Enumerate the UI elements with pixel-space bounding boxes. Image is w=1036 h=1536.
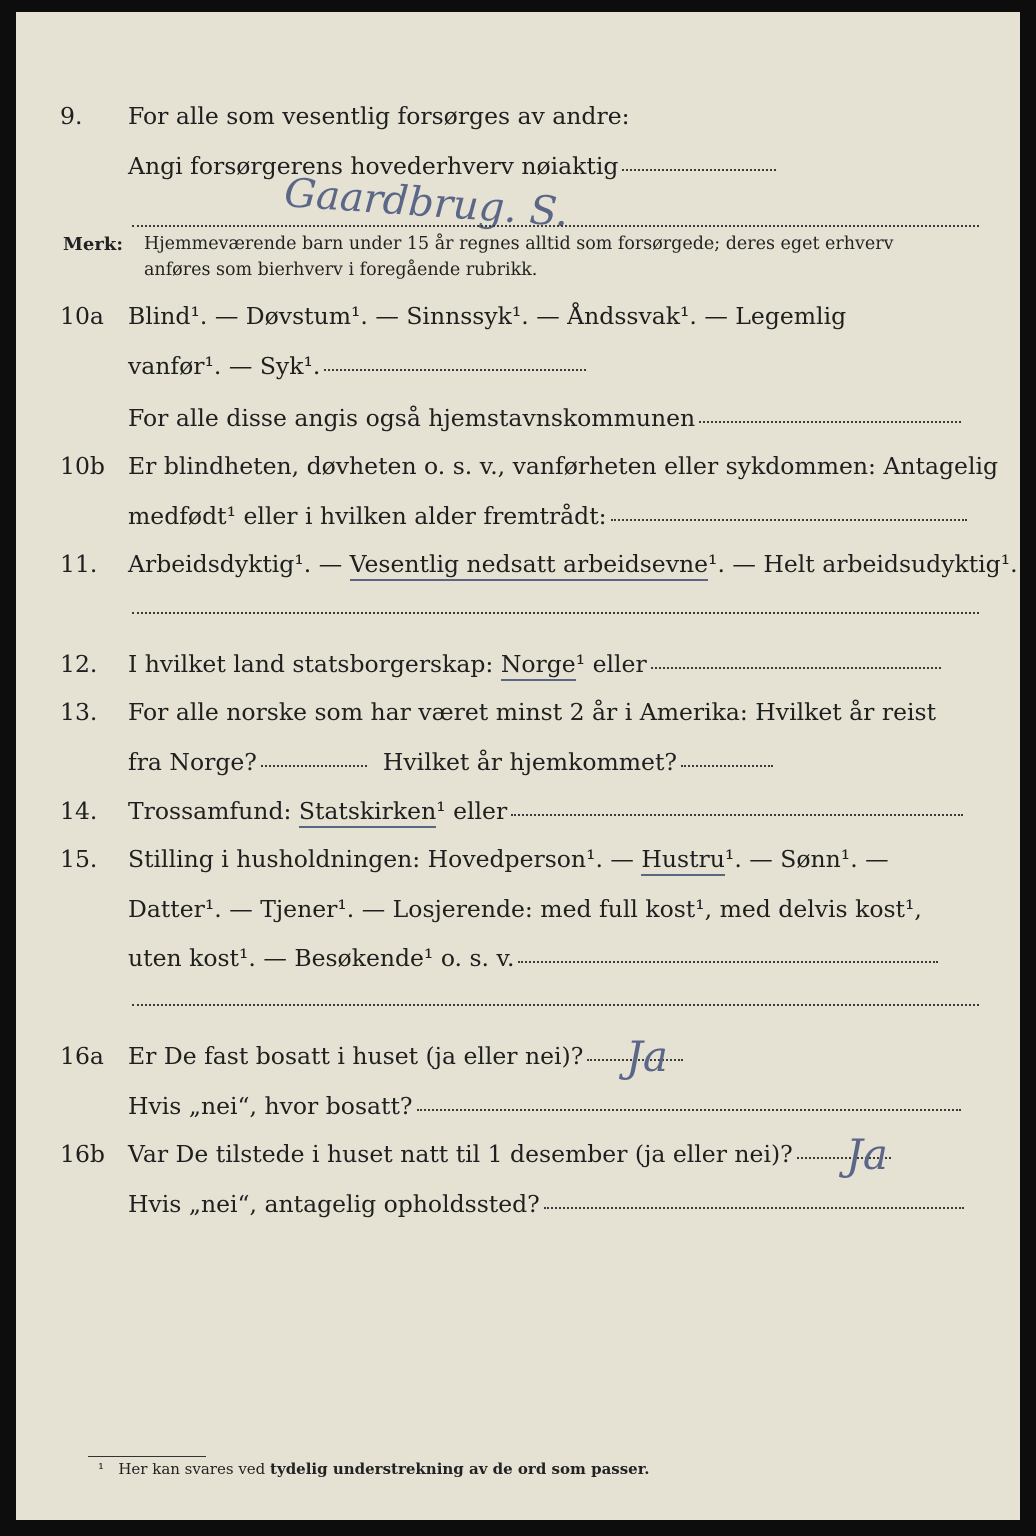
answer-line[interactable] [699, 421, 961, 423]
question-text: ¹ eller [436, 797, 508, 825]
question-number: 12. [60, 650, 98, 678]
question-text: For alle norske som har været minst 2 år i Amerika: Hvilket år reist [128, 698, 937, 726]
note-line-1 [144, 234, 894, 260]
question-text: fra Norge? [128, 748, 257, 776]
question-text: ¹ eller [575, 650, 647, 678]
handwritten-answer-q16a: Ja [626, 1032, 668, 1081]
question-text: medfødt¹ eller i hvilken alder fremtrådt: [128, 502, 607, 530]
question-10a-line-1 [16, 302, 1020, 342]
question-13-line-1 [16, 698, 1020, 738]
underlined-option: Statskirken [299, 797, 436, 828]
question-number: 11. [60, 550, 98, 578]
question-number: 9. [60, 102, 83, 130]
answer-line[interactable] [511, 814, 963, 816]
answer-line[interactable] [651, 667, 941, 669]
answer-line[interactable] [261, 765, 367, 767]
question-text: Hvis „nei“, antagelig opholdssted? [128, 1190, 540, 1218]
question-16a-line-2 [16, 1092, 1020, 1132]
question-number: 15. [60, 845, 98, 873]
footnote-bold-text: tydelig understrekning av de ord som passer. [270, 1460, 650, 1478]
handwritten-answer-q16b: Ja [846, 1130, 888, 1179]
question-number: 16b [60, 1140, 105, 1168]
answer-line[interactable] [544, 1207, 964, 1209]
note-line-2 [144, 260, 537, 286]
footnote-text: Her kan svares ved [118, 1460, 271, 1478]
note-label: Merk: [63, 234, 123, 255]
question-text: I hvilket land statsborgerskap: [128, 650, 501, 678]
question-text: Er blindheten, døvheten o. s. v., vanførheten eller sykdommen: Antagelig [128, 452, 999, 480]
question-10b-line-1 [16, 452, 1020, 492]
footnote-mark: ¹ [98, 1460, 105, 1478]
answer-line[interactable] [611, 519, 967, 521]
census-form-page [16, 12, 1020, 1520]
answer-line[interactable] [518, 961, 938, 963]
answer-line[interactable] [132, 612, 979, 614]
answer-line[interactable] [417, 1109, 961, 1111]
question-text: Angi forsørgerens hovederhverv nøiaktig [128, 152, 619, 180]
question-text: Hvilket år hjemkommet? [382, 748, 678, 776]
question-text: Var De tilstede i huset natt til 1 desember (ja eller nei)? [128, 1140, 793, 1168]
answer-line[interactable] [324, 369, 586, 371]
answer-line[interactable] [132, 225, 979, 227]
footnote-rule [88, 1456, 206, 1457]
answer-line[interactable] [681, 765, 773, 767]
question-number: 13. [60, 698, 98, 726]
question-13-line-2 [16, 748, 1020, 788]
question-text: For alle som vesentlig forsørges av andre: [128, 102, 630, 130]
question-number: 10a [60, 302, 104, 330]
question-text: Er De fast bosatt i huset (ja eller nei)? [128, 1042, 584, 1070]
footnote [98, 1460, 649, 1478]
question-number: 16a [60, 1042, 104, 1070]
question-text: vanfør¹. — Syk¹. [128, 352, 321, 380]
answer-line[interactable] [622, 169, 776, 171]
question-14 [16, 797, 1020, 837]
question-15-line-1 [16, 845, 1020, 885]
handwritten-answer-q9: Gaardbrug. S. [282, 170, 570, 236]
question-11 [16, 550, 1020, 590]
underlined-option: Vesentlig nedsatt arbeidsevne [350, 550, 708, 581]
question-10b-line-2 [16, 502, 1020, 542]
question-15-line-2 [16, 895, 1020, 935]
note-text: anføres som bierhverv i foregående rubrikk. [144, 260, 538, 280]
question-number: 14. [60, 797, 98, 825]
question-16b-line-2 [16, 1190, 1020, 1230]
option-text: ¹. — Helt arbeidsudyktig¹. [708, 550, 1018, 578]
underlined-option: Norge [501, 650, 576, 681]
underlined-option: Hustru [641, 845, 725, 876]
option-text: Arbeidsdyktig¹. — [128, 550, 350, 578]
option-text: Datter¹. — Tjener¹. — Losjerende: med full kost¹, med delvis kost¹, [128, 895, 922, 923]
question-text: For alle disse angis også hjemstavnskommunen [128, 404, 696, 432]
option-text: ¹. — Sønn¹. — [724, 845, 889, 873]
option-text: uten kost¹. — Besøkende¹ o. s. v. [128, 944, 515, 972]
answer-line[interactable] [132, 1004, 979, 1006]
question-16a-line-1 [16, 1042, 1020, 1082]
question-text: Blind¹. — Døvstum¹. — Sinnssyk¹. — Åndssvak¹. — Legemlig [128, 302, 847, 330]
question-9-line-1 [16, 102, 1020, 142]
question-10a-line-3 [16, 404, 1020, 444]
question-12 [16, 650, 1020, 690]
question-number: 10b [60, 452, 105, 480]
question-10a-line-2 [16, 352, 1020, 392]
note-text: Hjemmeværende barn under 15 år regnes alltid som forsørgede; deres eget erhverv [144, 234, 894, 254]
question-text: Hvis „nei“, hvor bosatt? [128, 1092, 413, 1120]
question-15-line-3 [16, 944, 1020, 984]
option-text: Stilling i husholdningen: Hovedperson¹. — [128, 845, 642, 873]
question-text: Trossamfund: [128, 797, 299, 825]
